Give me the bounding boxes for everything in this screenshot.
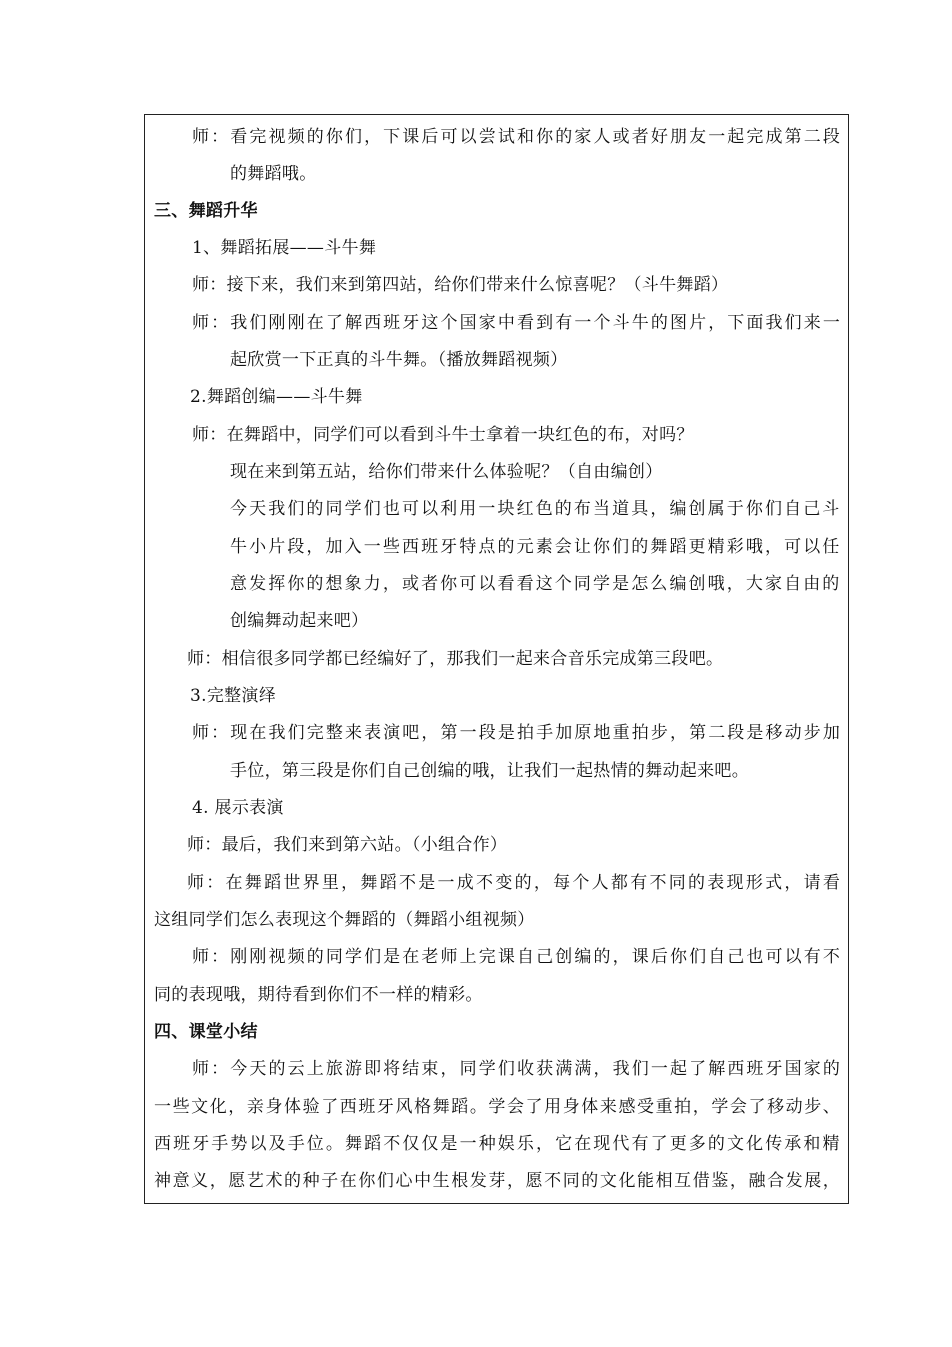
teacher-line-continued: 的舞蹈哦。 [230,164,317,184]
teacher-line: 师：接下来，我们来到第四站，给你们带来什么惊喜呢？（斗牛舞蹈） [192,275,729,295]
teacher-line-continued: 这组同学们怎么表现这个舞蹈的（舞蹈小组视频） [154,910,535,930]
section-heading-dance-sublimation: 三、舞蹈升华 [154,201,258,221]
subsection-full-performance: 3.完整演绎 [190,686,277,706]
subsection-dance-choreography: 2.舞蹈创编——斗牛舞 [190,387,363,407]
teacher-line-continued: 起欣赏一下正真的斗牛舞。（播放舞蹈视频） [230,350,568,370]
teacher-line: 师：现在我们完整来表演吧，第一段是拍手加原地重拍步，第二段是移动步加 [192,723,843,743]
teacher-line: 师：今天的云上旅游即将结束，同学们收获满满，我们一起了解西班牙国家的 [192,1059,843,1079]
teacher-line-continued: 同的表现哦，期待看到你们不一样的精彩。 [154,985,483,1005]
paragraph-line: 创编舞动起来吧） [230,611,369,631]
teacher-line: 师：相信很多同学都已经编好了，那我们一起来合音乐完成第三段吧。 [187,649,724,669]
teacher-line-continued: 手位，第三段是你们自己创编的哦，让我们一起热情的舞动起来吧。 [230,761,749,781]
paragraph-line: 意发挥你的想象力，或者你可以看看这个同学是怎么编创哦，大家自由的 [230,574,842,594]
paragraph-line: 牛小片段，加入一些西班牙特点的元素会让你们的舞蹈更精彩哦，可以任 [230,537,842,557]
subsection-dance-expansion: 1、舞蹈拓展——斗牛舞 [192,238,377,258]
paragraph-line: 一些文化，亲身体验了西班牙风格舞蹈。学会了用身体来感受重拍，学会了移动步、 [154,1097,842,1117]
paragraph-line: 今天我们的同学们也可以利用一块红色的布当道具，编创属于你们自己斗 [230,499,842,519]
teacher-line: 师：在舞蹈世界里，舞蹈不是一成不变的，每个人都有不同的表现形式，请看 [187,873,843,893]
paragraph-line: 现在来到第五站，给你们带来什么体验呢？（自由编创） [230,462,663,482]
teacher-line: 师：在舞蹈中，同学们可以看到斗牛士拿着一块红色的布，对吗？ [192,425,694,445]
section-heading-class-summary: 四、课堂小结 [154,1022,258,1042]
subsection-show-performance: 4. 展示表演 [192,798,284,818]
teacher-line: 师：看完视频的你们，下课后可以尝试和你的家人或者好朋友一起完成第二段 [192,127,843,147]
paragraph-line: 西班牙手势以及手位。舞蹈不仅仅是一种娱乐，它在现代有了更多的文化传承和精 [154,1134,842,1154]
paragraph-line: 神意义，愿艺术的种子在你们心中生根发芽，愿不同的文化能相互借鉴，融合发展， [154,1171,842,1191]
teacher-line: 师：我们刚刚在了解西班牙这个国家中看到有一个斗牛的图片，下面我们来一 [192,313,843,333]
teacher-line: 师：刚刚视频的同学们是在老师上完课自己创编的，课后你们自己也可以有不 [192,947,843,967]
teacher-line: 师：最后，我们来到第六站。（小组合作） [187,835,508,855]
